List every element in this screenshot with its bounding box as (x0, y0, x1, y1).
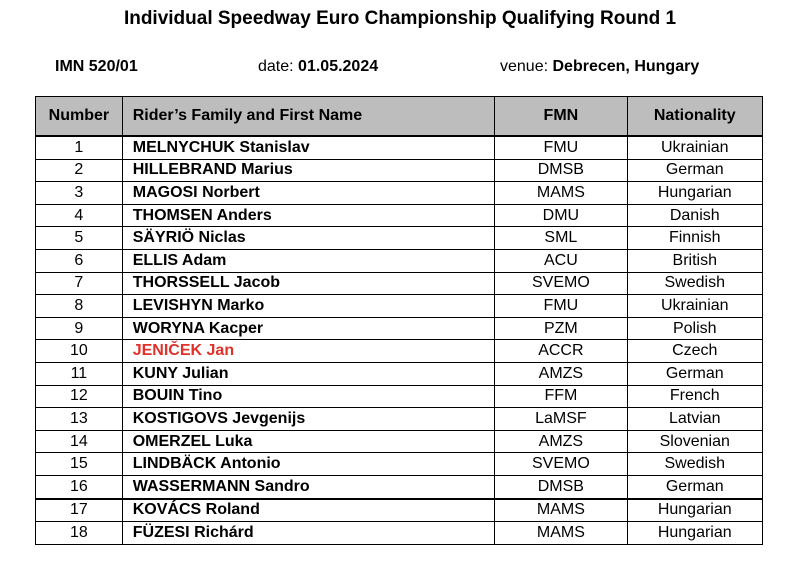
rider-number: 12 (36, 385, 123, 408)
page-title: Individual Speedway Euro Championship Qualifying Round 1 (123, 8, 677, 29)
table-row (36, 317, 763, 340)
rider-name: MELNYCHUK Stanislav (122, 136, 495, 159)
imn-number: IMN 520/01 (55, 58, 138, 75)
rider-nationality: Czech (627, 340, 763, 363)
rider-name: SÄYRIÖ Niclas (122, 227, 495, 250)
rider-fmn: AMZS (495, 430, 627, 453)
rider-name: LINDBÄCK Antonio (122, 453, 495, 476)
riders-table (35, 96, 763, 545)
table-body (36, 136, 763, 544)
rider-name: BOUIN Tino (122, 385, 495, 408)
header-fmn: FMN (495, 97, 627, 137)
rider-nationality: Ukrainian (627, 136, 763, 159)
header-name: Rider’s Family and First Name (122, 97, 495, 137)
venue-value: Debrecen, Hungary (552, 58, 700, 75)
rider-nationality: Ukrainian (627, 295, 763, 318)
rider-nationality: German (627, 475, 763, 498)
rider-fmn: DMU (495, 204, 627, 227)
rider-number: 16 (36, 475, 123, 498)
rider-nationality: Hungarian (627, 182, 763, 205)
rider-number: 6 (36, 249, 123, 272)
date-value: 01.05.2024 (298, 58, 379, 75)
rider-fmn: FMU (495, 295, 627, 318)
rider-fmn: LaMSF (495, 408, 627, 431)
rider-nationality: Slovenian (627, 430, 763, 453)
table-row (36, 340, 763, 363)
rider-nationality: Swedish (627, 453, 763, 476)
rider-number: 10 (36, 340, 123, 363)
rider-fmn: SML (495, 227, 627, 250)
rider-number: 18 (36, 522, 123, 545)
table-row (36, 362, 763, 385)
rider-fmn: FMU (495, 136, 627, 159)
table-row (36, 272, 763, 295)
rider-name: KUNY Julian (122, 362, 495, 385)
rider-number: 11 (36, 362, 123, 385)
rider-number: 1 (36, 136, 123, 159)
rider-fmn: MAMS (495, 499, 627, 522)
rider-name: ELLIS Adam (122, 249, 495, 272)
rider-name: MAGOSI Norbert (122, 182, 495, 205)
rider-fmn: ACU (495, 249, 627, 272)
rider-fmn: SVEMO (495, 272, 627, 295)
table-row (36, 453, 763, 476)
rider-nationality: Latvian (627, 408, 763, 431)
rider-number: 15 (36, 453, 123, 476)
rider-number: 3 (36, 182, 123, 205)
table-row (36, 408, 763, 431)
rider-name: KOVÁCS Roland (122, 499, 495, 522)
rider-nationality: Hungarian (627, 522, 763, 545)
header-nationality: Nationality (627, 97, 763, 137)
rider-name: THORSSELL Jacob (122, 272, 495, 295)
table-row (36, 430, 763, 453)
table-row (36, 475, 763, 498)
rider-fmn: MAMS (495, 182, 627, 205)
rider-fmn: MAMS (495, 522, 627, 545)
rider-number: 13 (36, 408, 123, 431)
rider-nationality: German (627, 362, 763, 385)
rider-nationality: German (627, 159, 763, 182)
table-row (36, 295, 763, 318)
rider-nationality: Swedish (627, 272, 763, 295)
table-header-row (36, 97, 763, 137)
rider-nationality: British (627, 249, 763, 272)
rider-fmn: FFM (495, 385, 627, 408)
rider-number: 4 (36, 204, 123, 227)
table-row (36, 249, 763, 272)
rider-name: JENIČEK Jan (122, 340, 495, 363)
table-row (36, 522, 763, 545)
table-row (36, 227, 763, 250)
table-row (36, 182, 763, 205)
date-label: date: (258, 58, 294, 75)
rider-fmn: SVEMO (495, 453, 627, 476)
rider-name: FÜZESI Richárd (122, 522, 495, 545)
rider-fmn: DMSB (495, 159, 627, 182)
rider-fmn: AMZS (495, 362, 627, 385)
rider-nationality: French (627, 385, 763, 408)
table-row (36, 136, 763, 159)
header-number: Number (36, 97, 123, 137)
rider-fmn: ACCR (495, 340, 627, 363)
rider-nationality: Danish (627, 204, 763, 227)
rider-name: HILLEBRAND Marius (122, 159, 495, 182)
table-row (36, 385, 763, 408)
rider-nationality: Polish (627, 317, 763, 340)
rider-fmn: DMSB (495, 475, 627, 498)
rider-fmn: PZM (495, 317, 627, 340)
rider-number: 5 (36, 227, 123, 250)
rider-number: 7 (36, 272, 123, 295)
rider-name: OMERZEL Luka (122, 430, 495, 453)
rider-number: 9 (36, 317, 123, 340)
rider-number: 8 (36, 295, 123, 318)
rider-number: 2 (36, 159, 123, 182)
rider-number: 14 (36, 430, 123, 453)
venue-label: venue: (500, 58, 549, 75)
table-row (36, 159, 763, 182)
rider-name: KOSTIGOVS Jevgenijs (122, 408, 495, 431)
event-venue (500, 58, 699, 76)
table-row (36, 204, 763, 227)
rider-name: LEVISHYN Marko (122, 295, 495, 318)
rider-number: 17 (36, 499, 123, 522)
table-row (36, 499, 763, 522)
rider-nationality: Hungarian (627, 499, 763, 522)
event-date (258, 58, 378, 76)
rider-name: WASSERMANN Sandro (122, 475, 495, 498)
rider-nationality: Finnish (627, 227, 763, 250)
rider-name: THOMSEN Anders (122, 204, 495, 227)
rider-name: WORYNA Kacper (122, 317, 495, 340)
